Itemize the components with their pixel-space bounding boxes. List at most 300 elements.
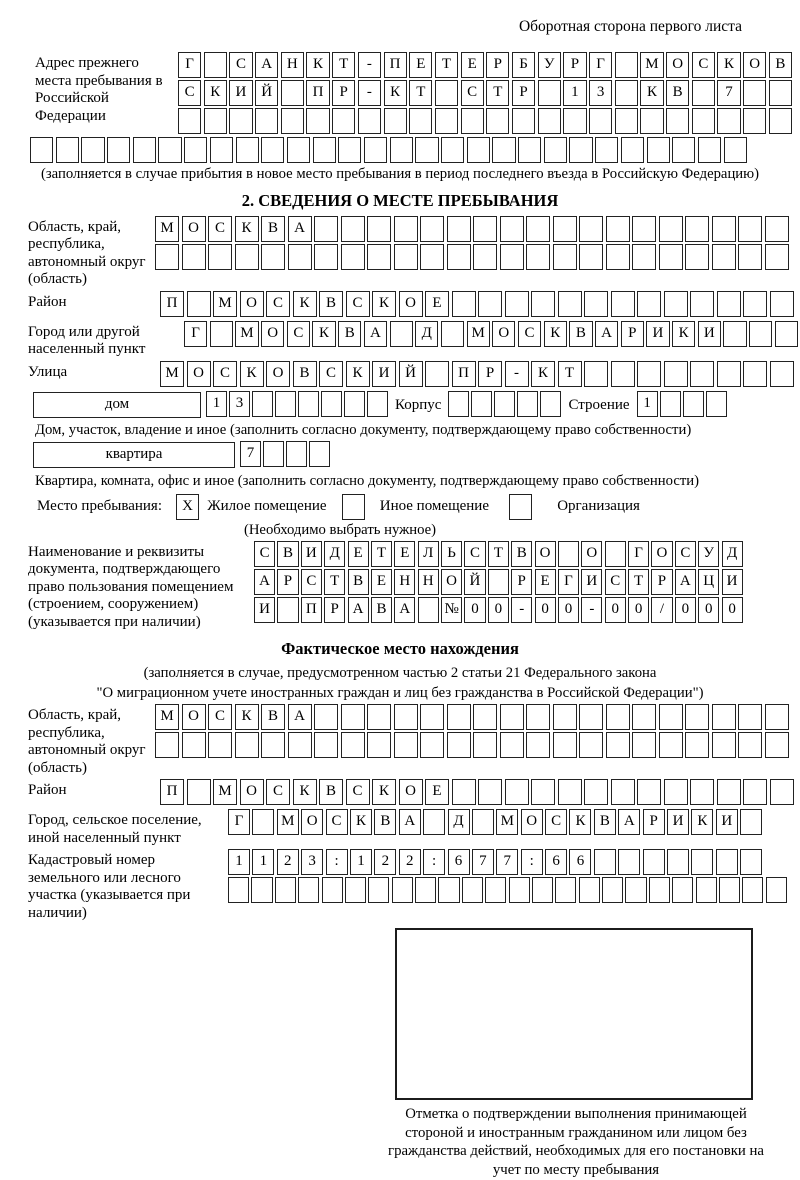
char-cell: 7 [717,80,740,106]
char-cell [423,809,445,835]
char-cell: К [531,361,555,387]
char-cell: И [646,321,669,347]
city-label: Город или другой населенный пункт [28,323,146,358]
char-cell: С [464,541,485,567]
char-cell [314,704,338,730]
char-cell [553,244,577,270]
char-cell: И [229,80,252,106]
actual-location-title: Фактическое место нахождения [281,639,519,658]
char-cell [462,877,483,903]
char-cell: 2 [277,849,299,875]
char-cell: В [666,80,689,106]
char-cell: П [160,291,184,317]
char-cell: Б [512,52,535,78]
char-cell [314,244,338,270]
char-cell: Е [409,52,432,78]
char-cell [390,137,413,163]
char-cell: К [372,779,396,805]
char-cell [579,732,603,758]
char-cell: М [213,779,237,805]
char-cell [740,849,762,875]
char-cell: К [293,779,317,805]
char-cell [664,779,688,805]
char-cell [717,108,740,134]
char-cell [394,244,418,270]
char-cell [719,877,740,903]
korpus-cells [448,391,561,417]
char-cell: В [319,779,343,805]
char-cell: К [372,291,396,317]
actual-location-note-2: "О миграционном учете иностранных граждан и лиц без гражданства в Российской Федерации") [96,685,704,701]
char-cell: М [235,321,258,347]
house-row [33,391,800,419]
char-cell [208,244,232,270]
char-cell [261,244,285,270]
page-side-note: Оборотная сторона первого листа [518,18,742,35]
char-cell [664,361,688,387]
char-cell [447,704,471,730]
cadastral-block [28,849,800,922]
char-cell [692,80,715,106]
char-cell: М [640,52,663,78]
char-cell [394,216,418,242]
char-cell [281,108,304,134]
char-cell [478,291,502,317]
char-cell: 6 [569,849,591,875]
char-cell [555,877,576,903]
char-cell [229,108,252,134]
char-cell [621,137,644,163]
char-cell [579,877,600,903]
char-cell [770,361,794,387]
char-cell: С [319,361,343,387]
char-cell: Т [488,541,509,567]
char-cell: К [240,361,264,387]
char-cell [313,137,336,163]
cadastral-label: Кадастровый номер земельного или лесного участка (указывается при наличии) [28,852,191,921]
char-cell [288,244,312,270]
char-cell [314,732,338,758]
char-cell [584,779,608,805]
char-cell: Д [415,321,438,347]
char-cell [531,779,555,805]
char-cell [441,137,464,163]
char-cell [540,391,561,417]
char-cell: Т [435,52,458,78]
char-cell: В [511,541,532,567]
actual-region-row-1 [155,704,789,730]
char-cell: 2 [399,849,421,875]
char-cell: Г [589,52,612,78]
char-cell: М [277,809,299,835]
char-cell: - [505,361,529,387]
char-cell [448,391,469,417]
char-cell [589,108,612,134]
char-cell [717,779,741,805]
char-cell: В [338,321,361,347]
char-cell [321,391,342,417]
char-cell [341,704,365,730]
char-cell [415,137,438,163]
char-cell: Т [409,80,432,106]
char-cell [518,137,541,163]
char-cell [632,244,656,270]
char-cell [390,321,413,347]
char-cell [743,108,766,134]
char-cell: О [399,779,423,805]
char-cell [505,291,529,317]
char-cell [691,849,713,875]
char-cell [447,732,471,758]
char-cell [712,216,736,242]
char-cell: А [675,569,696,595]
char-cell [512,108,535,134]
char-cell: Т [486,80,509,106]
char-cell [345,877,366,903]
char-cell [765,704,789,730]
char-cell [509,877,530,903]
char-cell: О [187,361,211,387]
stay-choose-note: (Необходимо выбрать нужное) [243,521,437,538]
char-cell: Й [464,569,485,595]
char-cell [716,849,738,875]
char-cell: 7 [240,441,261,467]
char-cell: О [399,291,423,317]
char-cell [706,391,727,417]
char-cell [647,137,670,163]
char-cell [452,779,476,805]
char-cell: О [261,321,284,347]
char-cell: К [640,80,663,106]
char-cell [438,877,459,903]
char-cell [640,108,663,134]
char-cell [517,391,538,417]
prev-address-row-1 [178,52,792,78]
char-cell [770,291,794,317]
char-cell: Р [512,80,535,106]
char-cell [544,137,567,163]
char-cell: : [423,849,445,875]
char-cell [553,732,577,758]
section2-title: 2. СВЕДЕНИЯ О МЕСТЕ ПРЕБЫВАНИЯ [241,190,559,210]
char-cell [690,361,714,387]
char-cell: М [496,809,518,835]
char-cell: Т [628,569,649,595]
char-cell: 6 [545,849,567,875]
char-cell [611,291,635,317]
char-cell [769,108,792,134]
char-cell [770,779,794,805]
char-cell: С [326,809,348,835]
char-cell: К [293,291,317,317]
char-cell [579,704,603,730]
char-cell: К [235,704,259,730]
char-cell: С [287,321,310,347]
char-cell: В [371,597,392,623]
char-cell: С [301,569,322,595]
stay-type-row [37,493,800,521]
char-cell [210,137,233,163]
char-cell: А [399,809,421,835]
apartment-cells [240,441,330,467]
char-cell [425,361,449,387]
char-cell [611,779,635,805]
char-cell: К [350,809,372,835]
char-cell [526,732,550,758]
char-cell: К [672,321,695,347]
char-cell [526,216,550,242]
apartment-row [33,441,800,469]
char-cell [155,732,179,758]
char-cell: У [698,541,719,567]
district-label: Район [28,293,67,310]
char-cell [615,108,638,134]
char-cell: П [306,80,329,106]
char-cell: 0 [535,597,556,623]
char-cell: О [492,321,515,347]
char-cell: 3 [229,391,250,417]
stay-option-residential-label: Жилое помещение [207,498,327,514]
char-cell: А [254,569,275,595]
char-cell: Ц [698,569,719,595]
char-cell [618,849,640,875]
char-cell: К [306,52,329,78]
char-cell: П [301,597,322,623]
char-cell: Р [277,569,298,595]
char-cell [208,732,232,758]
char-cell [538,108,561,134]
char-cell [563,108,586,134]
char-cell: С [178,80,201,106]
char-cell [252,391,273,417]
char-cell [187,291,211,317]
char-cell [277,597,298,623]
char-cell: В [293,361,317,387]
char-cell: 0 [558,597,579,623]
char-cell [488,569,509,595]
char-cell: К [384,80,407,106]
char-cell: С [266,779,290,805]
char-cell: П [452,361,476,387]
char-cell: Ь [441,541,462,567]
char-cell [738,732,762,758]
street-row [160,361,794,387]
char-cell [742,877,763,903]
char-cell [749,321,772,347]
char-cell [341,216,365,242]
char-cell [367,732,391,758]
char-cell: К [569,809,591,835]
char-cell [558,779,582,805]
stroenie-cells [637,391,727,417]
char-cell: 7 [472,849,494,875]
char-cell: Т [558,361,582,387]
char-cell: И [372,361,396,387]
char-cell [698,137,721,163]
char-cell: П [160,779,184,805]
char-cell [743,779,767,805]
char-cell [649,877,670,903]
city-block [28,321,800,359]
char-cell [683,391,704,417]
char-cell [368,877,389,903]
char-cell [637,291,661,317]
char-cell [204,52,227,78]
char-cell [263,441,284,467]
char-cell [178,108,201,134]
char-cell [415,877,436,903]
char-cell: И [716,809,738,835]
char-cell [606,244,630,270]
char-cell [182,244,206,270]
char-cell [358,108,381,134]
char-cell [472,809,494,835]
char-cell: 3 [301,849,323,875]
char-cell [494,391,515,417]
char-cell [155,244,179,270]
char-cell [236,137,259,163]
char-cell: 0 [628,597,649,623]
char-cell: Р [621,321,644,347]
char-cell: С [605,569,626,595]
char-cell: Р [332,80,355,106]
char-cell: О [666,52,689,78]
char-cell [367,704,391,730]
char-cell: 0 [698,597,719,623]
prev-address-note: (заполняется в случае прибытия в новое место пребывания в период последнего въезда в Российскую Федерацию) [40,165,760,182]
house-box: дом [33,392,201,418]
char-cell [158,137,181,163]
char-cell [420,216,444,242]
char-cell [672,137,695,163]
char-cell [492,137,515,163]
stay-type-checkbox-organization [509,494,532,520]
char-cell: А [288,704,312,730]
char-cell [615,52,638,78]
char-cell [606,732,630,758]
char-cell [569,137,592,163]
char-cell: О [240,779,264,805]
char-cell: О [182,216,206,242]
char-cell: С [461,80,484,106]
char-cell: Е [535,569,556,595]
actual-location-note-1: (заполняется в случае, предусмотренном частью 2 статьи 21 Федерального закона [143,665,657,681]
char-cell [685,244,709,270]
char-cell: А [255,52,278,78]
char-cell [769,80,792,106]
char-cell [56,137,79,163]
char-cell: Й [255,80,278,106]
prev-address-rows [178,52,792,137]
prev-address-row-3 [178,108,792,134]
char-cell [717,361,741,387]
korpus-label: Корпус [395,397,442,414]
char-cell: Д [722,541,743,567]
street-block [28,361,800,389]
char-cell [133,137,156,163]
char-cell [712,704,736,730]
char-cell: У [538,52,561,78]
char-cell: С [229,52,252,78]
char-cell [531,291,555,317]
char-cell: К [312,321,335,347]
char-cell [584,291,608,317]
char-cell: О [521,809,543,835]
region-label: Область, край, республика, автономный округ (область) [28,218,146,288]
char-cell [666,108,689,134]
char-cell: 0 [488,597,509,623]
char-cell [605,541,626,567]
char-cell [452,291,476,317]
char-cell: С [675,541,696,567]
char-cell [685,216,709,242]
char-cell: В [769,52,792,78]
char-cell: : [326,849,348,875]
char-cell [30,137,53,163]
char-cell [409,108,432,134]
char-cell [287,137,310,163]
actual-region-label: Область, край, республика, автономный округ (область) [28,707,146,776]
char-cell: Н [281,52,304,78]
char-cell: О [581,541,602,567]
char-cell [594,849,616,875]
char-cell [441,321,464,347]
char-cell: Р [486,52,509,78]
char-cell: С [545,809,567,835]
char-cell: / [651,597,672,623]
char-cell: - [511,597,532,623]
city-row [184,321,798,347]
char-cell: 3 [589,80,612,106]
document-block [28,541,800,632]
char-cell [659,216,683,242]
char-cell: С [266,291,290,317]
char-cell: К [346,361,370,387]
char-cell [338,137,361,163]
char-cell: С [692,52,715,78]
char-cell: Е [348,541,369,567]
char-cell [471,391,492,417]
char-cell: Р [563,52,586,78]
char-cell [367,391,388,417]
char-cell: Т [332,52,355,78]
char-cell: В [277,541,298,567]
char-cell [309,441,330,467]
char-cell: Й [399,361,423,387]
char-cell [660,391,681,417]
char-cell [553,216,577,242]
char-cell: О [240,291,264,317]
prev-address-row-4 [30,137,800,163]
char-cell [500,244,524,270]
char-cell [182,732,206,758]
char-cell: 1 [637,391,658,417]
cadastral-row-1 [228,849,787,875]
char-cell: В [569,321,592,347]
char-cell: О [535,541,556,567]
char-cell: С [213,361,237,387]
char-cell: М [467,321,490,347]
street-label: Улица [28,363,68,380]
char-cell: 2 [374,849,396,875]
char-cell [500,732,524,758]
char-cell: И [667,809,689,835]
stay-option-other-label: Иное помещение [379,498,489,514]
char-cell: Т [371,541,392,567]
char-cell [765,244,789,270]
char-cell [724,137,747,163]
char-cell: 1 [252,849,274,875]
